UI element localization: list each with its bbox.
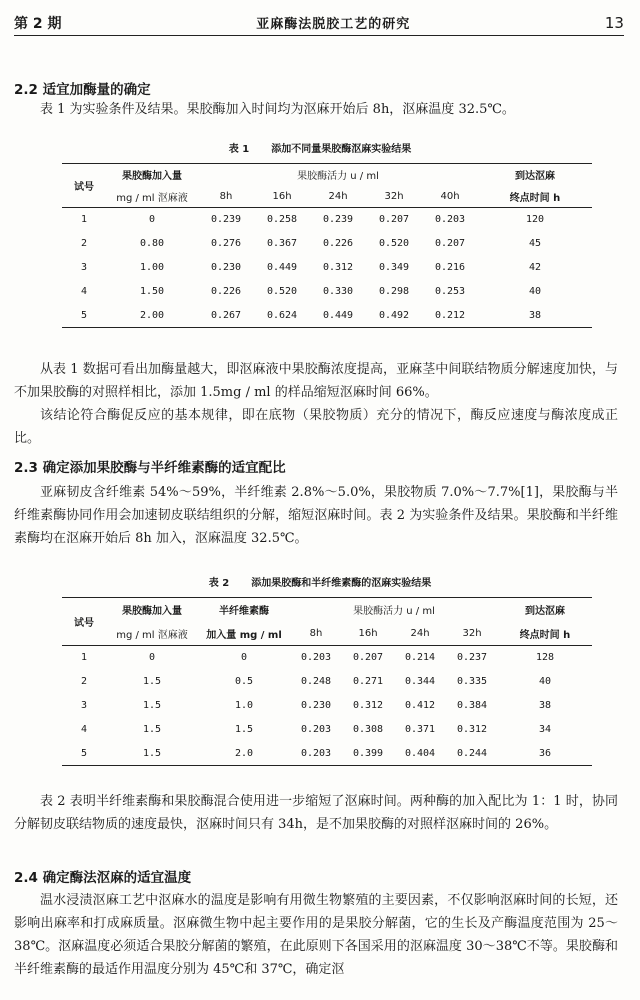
activity-cell: 0.520 — [378, 238, 410, 249]
running-title: 亚麻酶法脱胶工艺的研究 — [256, 17, 411, 32]
table2-time-header: 24h — [410, 627, 430, 639]
section-2-2-intro: 表 1 为实验条件及结果。果胶酶加入时间均为沤麻开始后 8h，沤麻温度 32.5℃。 — [40, 102, 515, 117]
table1-caption-text: 添加不同量果胶酶沤麻实验结果 — [271, 144, 412, 155]
activity-cell: 0.298 — [378, 286, 410, 297]
trial-cell: 1 — [80, 214, 88, 226]
trial-cell: 1 — [80, 652, 88, 664]
activity-cell: 0.248 — [300, 676, 332, 687]
activity-cell: 0.203 — [300, 652, 332, 664]
activity-cell: 0.239 — [322, 214, 354, 226]
end-time-cell: 40 — [538, 676, 552, 687]
activity-cell: 0.203 — [434, 214, 466, 226]
table-row — [62, 280, 592, 304]
table-row — [62, 304, 592, 328]
trial-cell: 4 — [80, 286, 88, 297]
table2-header-activity: 果胶酶活力 u / ml — [353, 606, 435, 618]
activity-cell: 0.384 — [456, 700, 488, 711]
trial-cell: 5 — [80, 747, 88, 759]
activity-cell: 0.237 — [456, 652, 488, 664]
paragraph-enzyme-kinetics: 该结论符合酶促反应的基本规律，即在底物（果胶物质）充分的情况下，酶反应速度与酶浓度成正比。 — [14, 408, 618, 446]
activity-cell: 0.207 — [352, 652, 384, 664]
hemi-cell: 0.5 — [234, 676, 254, 687]
table2-header-end-2: 终点时间 h — [519, 629, 571, 641]
activity-cell: 0.308 — [352, 724, 384, 735]
section-2-3-intro: 亚麻韧皮含纤维素 54%～59%，半纤维素 2.8%～5.0%，果胶物质 7.0%～7.7%[1]，果胶酶与半纤维素酶协同作用会加速韧皮联结组织的分解，缩短沤麻时间。表 2 为实验条件及结果。果胶酶和半纤维素酶均在沤麻开始后 8h 加入，沤麻温度 32.5℃。 — [14, 485, 618, 546]
activity-cell: 0.239 — [210, 214, 242, 226]
table-row — [62, 694, 592, 718]
dose-cell: 1.5 — [142, 747, 162, 759]
dose-cell: 1.5 — [142, 676, 162, 687]
page-number: 13 — [604, 13, 624, 32]
activity-cell: 0.216 — [434, 262, 466, 273]
trial-cell: 2 — [80, 238, 88, 249]
activity-cell: 0.349 — [378, 262, 410, 273]
activity-cell: 0.203 — [300, 747, 332, 759]
section-2-4-title: 2.4 确定酶法沤麻的适宜温度 — [14, 870, 192, 886]
activity-cell: 0.258 — [266, 214, 298, 226]
trial-cell: 5 — [80, 309, 88, 321]
activity-cell: 0.492 — [378, 309, 410, 321]
table-row — [62, 256, 592, 280]
table1-header-end-1: 到达沤麻 — [515, 171, 555, 183]
table1-header-activity: 果胶酶活力 u / ml — [297, 171, 379, 183]
end-time-cell: 42 — [528, 262, 542, 273]
activity-cell: 0.404 — [404, 747, 436, 759]
trial-cell: 4 — [80, 724, 88, 735]
activity-cell: 0.244 — [456, 747, 488, 759]
end-time-cell: 45 — [528, 238, 542, 249]
table1-time-header: 40h — [440, 190, 460, 202]
dose-cell: 0.80 — [139, 238, 165, 249]
activity-cell: 0.212 — [434, 309, 466, 321]
activity-cell: 0.520 — [266, 286, 298, 297]
table-row — [62, 742, 592, 766]
table2-number: 表 2 — [208, 578, 230, 589]
table2-header-trial: 试号 — [74, 618, 94, 629]
activity-cell: 0.230 — [210, 262, 242, 273]
hemi-cell: 2.0 — [234, 747, 254, 759]
activity-cell: 0.367 — [266, 238, 298, 249]
table1-header-trial: 试号 — [74, 182, 94, 193]
end-time-cell: 120 — [525, 214, 545, 226]
table1-time-header: 16h — [272, 190, 292, 202]
activity-cell: 0.253 — [434, 286, 466, 297]
dose-cell: 0 — [148, 652, 156, 664]
section-2-4-text: 温水浸渍沤麻工艺中沤麻水的温度是影响有用微生物繁殖的主要因素，不仅影响沤麻时间的长短，还影响出麻率和打成麻质量。沤麻微生物中起主要作用的是果胶分解菌，它的生长及产酶温度范围为 25～38℃。沤麻温度必须适合果胶分解菌的繁殖，在此原则下各国采用的沤麻温度 30～38℃不等。果胶酶和半纤维素酶的最适作用温度分别为 45℃和 37℃，确定沤 — [14, 893, 618, 977]
table1-caption — [0, 140, 640, 155]
activity-cell: 0.312 — [322, 262, 354, 273]
end-time-cell: 38 — [528, 309, 542, 321]
activity-cell: 0.335 — [456, 676, 488, 687]
table-2 — [62, 597, 592, 766]
table2-header-end-1: 到达沤麻 — [525, 606, 565, 618]
activity-cell: 0.399 — [352, 747, 384, 759]
issue-label: 第 2 期 — [14, 15, 62, 32]
table-row — [62, 232, 592, 256]
table-row — [62, 646, 592, 670]
page-header — [14, 10, 624, 36]
table1-time-header: 32h — [384, 190, 404, 202]
section-2-2-title: 2.2 适宜加酶量的确定 — [14, 82, 151, 98]
table2-time-header: 8h — [309, 627, 323, 639]
paragraph-table2-analysis: 表 2 表明半纤维素酶和果胶酶混合使用进一步缩短了沤麻时间。两种酶的加入配比为 1：1 时，协同分解韧皮联结物质的速度最快，沤麻时间只有 34h，是不加果胶酶的对照样沤麻时间的 26%。 — [14, 794, 618, 832]
dose-cell: 1.5 — [142, 700, 162, 711]
trial-cell: 2 — [80, 676, 88, 687]
table1-header-dose-1: 果胶酶加入量 — [122, 171, 182, 183]
dose-cell: 2.00 — [139, 309, 165, 321]
table1-header-end-2: 终点时间 h — [509, 192, 561, 204]
dose-cell: 0 — [148, 214, 156, 226]
activity-cell: 0.207 — [378, 214, 410, 226]
activity-cell: 0.226 — [210, 286, 242, 297]
activity-cell: 0.276 — [210, 238, 242, 249]
dose-cell: 1.50 — [139, 286, 165, 297]
table1-time-header: 8h — [219, 190, 233, 202]
end-time-cell: 38 — [538, 700, 552, 711]
hemi-cell: 0 — [240, 652, 248, 664]
activity-cell: 0.449 — [322, 309, 354, 321]
activity-cell: 0.203 — [300, 724, 332, 735]
activity-cell: 0.312 — [456, 724, 488, 735]
activity-cell: 0.371 — [404, 724, 436, 735]
activity-cell: 0.449 — [266, 262, 298, 273]
end-time-cell: 40 — [528, 286, 542, 297]
hemi-cell: 1.0 — [234, 700, 254, 711]
activity-cell: 0.624 — [266, 309, 298, 321]
table2-time-header: 32h — [462, 627, 482, 639]
trial-cell: 3 — [80, 700, 88, 711]
table1-number: 表 1 — [228, 144, 250, 155]
table-row — [62, 670, 592, 694]
activity-cell: 0.330 — [322, 286, 354, 297]
table2-caption — [0, 574, 640, 589]
end-time-cell: 34 — [538, 724, 552, 735]
section-2-3-title: 2.3 确定添加果胶酶与半纤维素酶的适宜配比 — [14, 460, 286, 476]
dose-cell: 1.5 — [142, 724, 162, 735]
activity-cell: 0.214 — [404, 652, 436, 664]
table-1 — [62, 163, 592, 328]
activity-cell: 0.412 — [404, 700, 436, 711]
table1-time-header: 24h — [328, 190, 348, 202]
end-time-cell: 128 — [535, 652, 555, 664]
dose-cell: 1.00 — [139, 262, 165, 273]
activity-cell: 0.207 — [434, 238, 466, 249]
activity-cell: 0.226 — [322, 238, 354, 249]
table-row — [62, 718, 592, 742]
table2-caption-text: 添加果胶酶和半纤维素酶的沤麻实验结果 — [251, 578, 432, 589]
table2-header-dose-2: mg / ml 沤麻液 — [116, 629, 188, 641]
table2-time-header: 16h — [358, 627, 378, 639]
trial-cell: 3 — [80, 262, 88, 273]
end-time-cell: 36 — [538, 747, 552, 759]
table-row — [62, 208, 592, 232]
table2-header-hemi-1: 半纤维素酶 — [219, 606, 269, 618]
activity-cell: 0.271 — [352, 676, 384, 687]
activity-cell: 0.312 — [352, 700, 384, 711]
table2-header-dose-1: 果胶酶加入量 — [122, 606, 182, 618]
table1-header-dose-2: mg / ml 沤麻液 — [116, 192, 188, 204]
activity-cell: 0.344 — [404, 676, 436, 687]
activity-cell: 0.267 — [210, 309, 242, 321]
activity-cell: 0.230 — [300, 700, 332, 711]
paragraph-table1-analysis: 从表 1 数据可看出加酶量越大，即沤麻液中果胶酶浓度提高，亚麻茎中间联结物质分解速度加快，与不加果胶酶的对照样相比，添加 1.5mg / ml 的样品缩短沤麻时间 66%。 — [14, 362, 618, 400]
table2-header-hemi-2: 加入量 mg / ml — [206, 629, 282, 641]
hemi-cell: 1.5 — [234, 724, 254, 735]
